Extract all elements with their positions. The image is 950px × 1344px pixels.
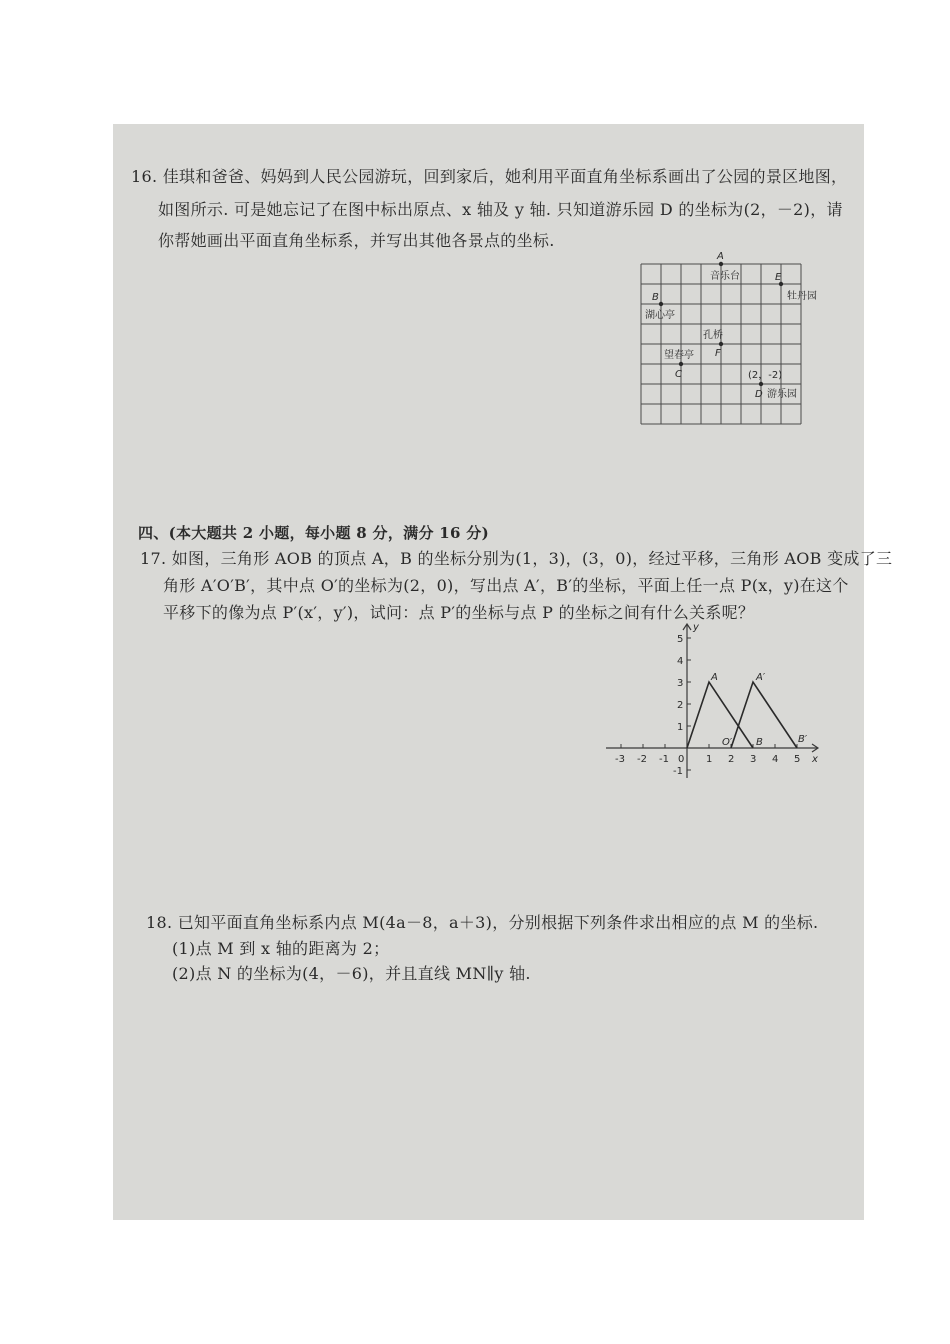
label-B: B xyxy=(756,737,763,748)
label-A-prime: A′ xyxy=(756,672,766,683)
q18-line-1: 18. 已知平面直角坐标系内点 M(4a－8，a＋3)，分别根据下列条件求出相应的点 M 的坐标. xyxy=(146,913,819,932)
y-axis-label: y xyxy=(693,622,699,633)
label-B: B xyxy=(652,292,659,303)
label-peony-garden: 牡丹园 xyxy=(787,291,817,302)
label-D: D xyxy=(755,389,763,400)
label-music-stage: 音乐台 xyxy=(710,271,740,282)
q16-line-3: 你帮她画出平面直角坐标系，并写出其他各景点的坐标. xyxy=(158,231,555,250)
section-4-title: 四、(本大题共 2 小题，每小题 8 分，满分 16 分) xyxy=(138,524,489,542)
label-A: A xyxy=(717,251,724,262)
y-tick-1: 1 xyxy=(677,722,684,733)
label-coordinate: (2，-2) xyxy=(748,370,783,381)
x-tick-1: 1 xyxy=(706,754,713,765)
label-F: F xyxy=(715,348,721,359)
label-A: A xyxy=(711,672,718,683)
y-tick-2: 2 xyxy=(677,700,684,711)
x-tick-neg2: -2 xyxy=(637,754,647,765)
q18-line-2: (1)点 M 到 x 轴的距离为 2； xyxy=(172,939,390,958)
x-tick-neg3: -3 xyxy=(615,754,625,765)
x-axis-label: x xyxy=(812,754,818,765)
x-tick-5: 5 xyxy=(794,754,801,765)
x-tick-4: 4 xyxy=(772,754,779,765)
triangle-AprimeOprimeBprime xyxy=(731,682,797,748)
q17-line-2: 角形 A′O′B′，其中点 O′的坐标为(2，0)，写出点 A′，B′的坐标，平面上任一点 P(x，y)在这个 xyxy=(163,576,849,595)
label-amusement-park: 游乐园 xyxy=(767,389,797,400)
y-tick-4: 4 xyxy=(677,656,684,667)
q17-line-3: 平移下的像为点 P′(x′，y′)，试问：点 P′的坐标与点 P 的坐标之间有什么关系呢？ xyxy=(163,603,755,622)
q17-line-1: 17. 如图，三角形 AOB 的顶点 A，B 的坐标分别为(1，3)，(3，0)，经过平移，三角形 AOB 变成了三 xyxy=(140,549,893,568)
label-O-prime: O′ xyxy=(722,737,733,748)
y-tick-3: 3 xyxy=(677,678,684,689)
label-arch-bridge: 孔桥 xyxy=(703,330,723,341)
y-tick-5: 5 xyxy=(677,634,684,645)
origin-label: 0 xyxy=(678,754,685,765)
q18-line-3: (2)点 N 的坐标为(4，－6)，并且直线 MN∥y 轴. xyxy=(172,964,531,983)
x-tick-neg1: -1 xyxy=(659,754,669,765)
label-E: E xyxy=(775,272,782,283)
y-tick-neg1: -1 xyxy=(673,766,683,777)
q16-line-2: 如图所示. 可是她忘记了在图中标出原点、x 轴及 y 轴. 只知道游乐园 D 的坐标为(2，－2)，请 xyxy=(158,200,843,219)
x-tick-3: 3 xyxy=(750,754,757,765)
label-spring-pavilion: 望春亭 xyxy=(664,350,694,361)
label-B-prime: B′ xyxy=(798,734,808,745)
q16-line-1: 16. 佳琪和爸爸、妈妈到人民公园游玩，回到家后，她利用平面直角坐标系画出了公园的景区地图， xyxy=(131,167,848,186)
label-C: C xyxy=(675,369,682,380)
triangle-AOB xyxy=(687,682,753,748)
label-lake-pavilion: 湖心亭 xyxy=(645,310,675,321)
x-tick-2: 2 xyxy=(728,754,735,765)
